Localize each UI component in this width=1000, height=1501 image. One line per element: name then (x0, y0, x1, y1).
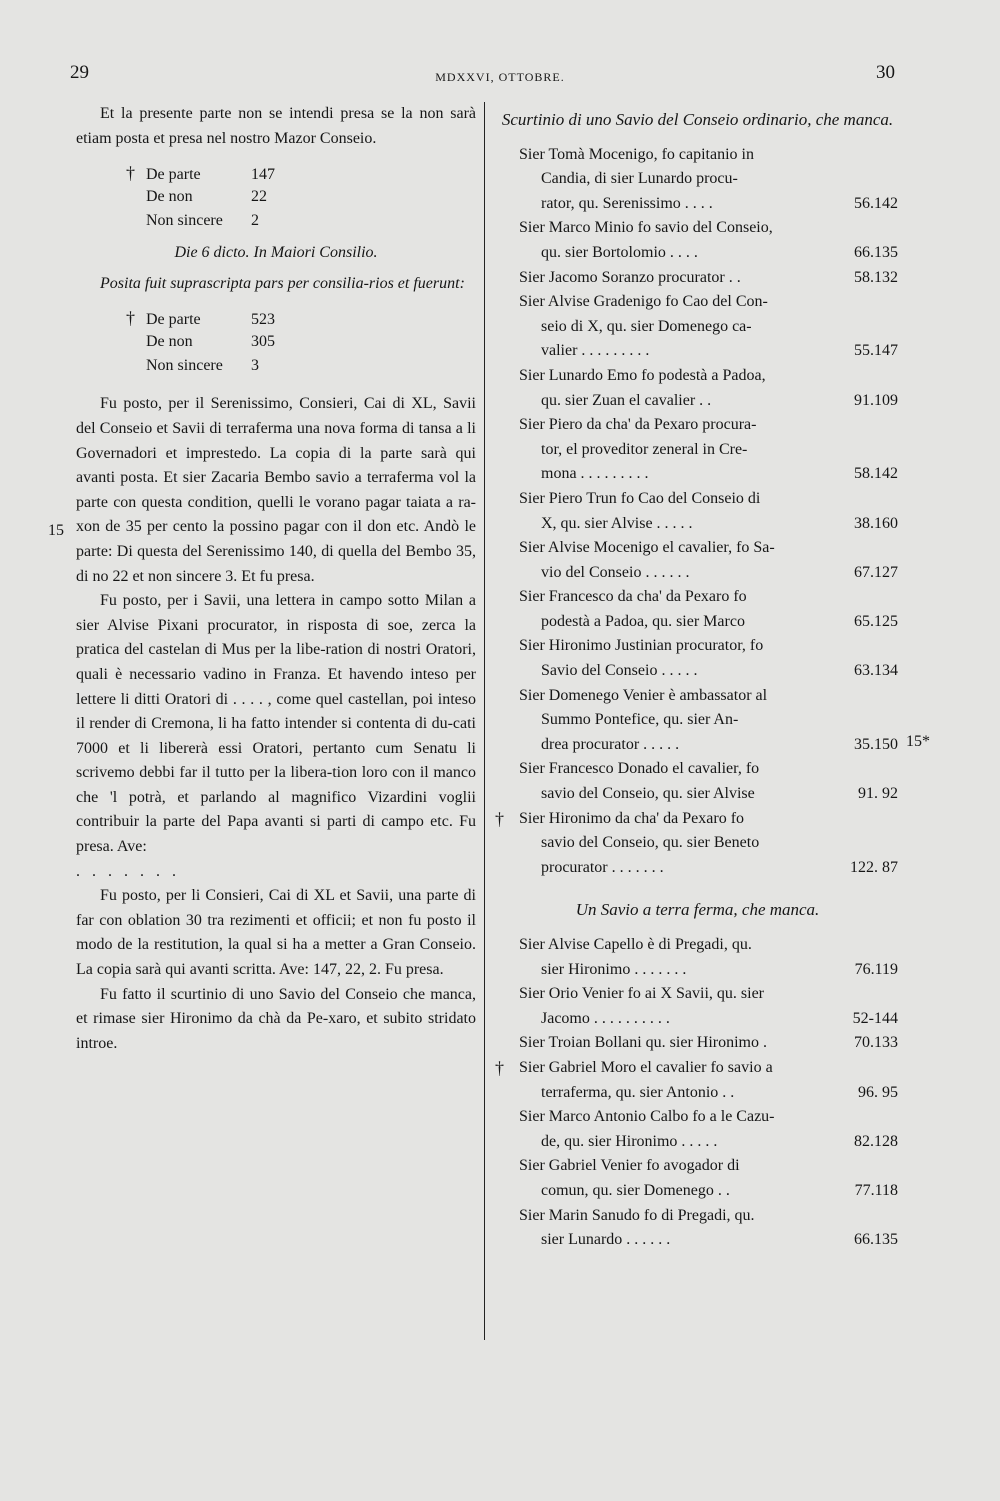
candidate-text: qu. sier Bortolomio . . . . (541, 243, 698, 261)
ballot-entry (495, 290, 900, 364)
candidate-text: sier Lunardo . . . . . . (541, 1231, 671, 1249)
ballot-score: 122. 87 (850, 858, 898, 876)
candidate-text: mona . . . . . . . . . (541, 465, 649, 483)
ballot-list (495, 933, 900, 1253)
vote-row (126, 354, 476, 378)
running-title: MDXXVI, OTTOBRE. (435, 70, 565, 84)
ballot-entry (495, 216, 900, 265)
ballot-score: 38.160 (854, 514, 898, 532)
ballot-entry (495, 1154, 900, 1203)
ballot-score: 91. 92 (858, 785, 898, 803)
candidate-text: Sier Alvise Mocenigo el cavalier, fo Sa- (519, 539, 775, 557)
candidate-text: drea procurator . . . . . (541, 735, 680, 753)
page-number-left: 29 (70, 62, 89, 83)
ballot-score: 35.150 (854, 735, 898, 753)
candidate-text: Savio del Conseio . . . . . (541, 662, 698, 680)
candidate-text: rator, qu. Serenissimo . . . . (541, 194, 713, 212)
ballot-entry (495, 1056, 900, 1105)
candidate-text: comun, qu. sier Domenego . . (541, 1181, 730, 1199)
right-column (495, 102, 900, 1253)
candidate-text: Sier Piero da cha' da Pexaro procura- (519, 416, 757, 434)
ballot-score: 82.128 (854, 1132, 898, 1150)
vote-label: Non sincere (146, 357, 223, 375)
vote-row (126, 185, 476, 209)
ballot-entry (495, 634, 900, 683)
vote-row (126, 161, 476, 185)
vote-count: 147 (251, 166, 275, 184)
candidate-text: podestà a Padoa, qu. sier Marco (541, 612, 745, 630)
candidate-text: Sier Hironimo da cha' da Pexaro fo (519, 809, 745, 827)
vote-tally (126, 306, 476, 378)
candidate-text: vio del Conseio . . . . . . (541, 563, 690, 581)
ballot-score: 66.135 (854, 1231, 898, 1249)
left-column (76, 102, 476, 1056)
vote-count: 22 (251, 188, 267, 206)
candidate-text: X, qu. sier Alvise . . . . . (541, 514, 693, 532)
section-heading: Un Savio a terra ferma, che manca. (575, 900, 820, 920)
paragraph: Fu posto, per li Consieri, Cai di XL et Savii, una parte di far con oblation 30 tra rezimenti et officii; et non fu posto il modo de la restitution, la qual si ha a metter a Gran Conseio. La copia sarà qui avanti scritta. Ave: 147, 22, 2. Fu presa. (76, 887, 476, 979)
ballot-score: 67.127 (854, 563, 898, 581)
candidate-text: Sier Alvise Gradenigo fo Cao del Con- (519, 293, 768, 311)
ballot-entry (495, 585, 900, 634)
candidate-text: Sier Lunardo Emo fo podestà a Padoa, (519, 366, 766, 384)
ballot-score: 91.109 (854, 391, 898, 409)
candidate-text: Sier Marco Antonio Calbo fo a le Cazu- (519, 1108, 775, 1126)
ballot-entry (495, 807, 900, 881)
cross-mark: † (126, 308, 135, 329)
ballot-entry (495, 487, 900, 536)
section-heading: Die 6 dicto. In Maiori Consilio. (174, 244, 378, 262)
ballot-score: 52-144 (852, 1009, 898, 1027)
ballot-score: 65.125 (854, 612, 898, 630)
candidate-text: Sier Hironimo Justinian procurator, fo (519, 637, 764, 655)
ballot-score: 63.134 (854, 662, 898, 680)
candidate-text: Sier Gabriel Venier fo avogador di (519, 1157, 740, 1175)
candidate-text: Sier Gabriel Moro el cavalier fo savio a (519, 1058, 773, 1076)
paragraph: Et la presente parte non se intendi presa se la non sarà etiam posta et presa nel nostro Mazor Conseio. (76, 105, 476, 147)
ballot-list (495, 143, 900, 881)
candidate-text: qu. sier Zuan el cavalier . . (541, 391, 712, 409)
candidate-text: Sier Piero Trun fo Cao del Conseio di (519, 489, 761, 507)
candidate-text: Sier Tomà Mocenigo, fo capitanio in (519, 145, 754, 163)
candidate-text: Candia, di sier Lunardo procu- (541, 170, 738, 188)
page-number-right: 30 (876, 62, 895, 83)
vote-label: De parte (146, 311, 201, 329)
paragraph: Fu fatto il scurtinio di uno Savio del Conseio che manca, et rimase sier Hironimo da chà da Pe-xaro, et subito stridato introe. (76, 985, 476, 1052)
margin-number-right: 15* (906, 733, 930, 750)
ballot-score: 70.133 (854, 1034, 898, 1052)
candidate-text: Jacomo . . . . . . . . . . (541, 1009, 670, 1027)
vote-label: De parte (146, 166, 201, 184)
candidate-text: Sier Francesco da cha' da Pexaro fo (519, 588, 747, 606)
ballot-score: 56.142 (854, 194, 898, 212)
ballot-entry (495, 364, 900, 413)
candidate-text: Sier Troian Bollani qu. sier Hironimo . (519, 1034, 767, 1052)
candidate-text: Sier Francesco Donado el cavalier, fo (519, 760, 760, 778)
vote-row (126, 306, 476, 330)
ballot-entry (495, 1204, 900, 1253)
vote-tally (126, 161, 476, 233)
candidate-text: tor, el proveditor zeneral in Cre- (541, 440, 748, 458)
ballot-score: 58.142 (854, 465, 898, 483)
candidate-text: Sier Marco Minio fo savio del Conseio, (519, 219, 773, 237)
section-heading: Scurtinio di uno Savio del Conseio ordinario, che manca. (501, 110, 894, 129)
candidate-text: seio di X, qu. sier Domenego ca- (541, 317, 752, 335)
ballot-score: 96. 95 (858, 1083, 898, 1101)
ballot-entry (495, 684, 900, 758)
vote-count: 305 (251, 333, 275, 351)
candidate-text: Summo Pontefice, qu. sier An- (541, 711, 739, 729)
candidate-text: procurator . . . . . . . (541, 858, 664, 876)
ballot-entry (495, 1031, 900, 1056)
candidate-text: Sier Orio Venier fo ai X Savii, qu. sier (519, 985, 764, 1003)
ballot-score: 66.135 (854, 243, 898, 261)
ballot-entry (495, 982, 900, 1031)
candidate-text: Sier Alvise Capello è di Pregadi, qu. (519, 936, 752, 953)
vote-label: Non sincere (146, 212, 223, 230)
ballot-entry (495, 536, 900, 585)
cross-mark: † (495, 808, 504, 829)
margin-number-left: 15 (48, 522, 64, 539)
vote-row (126, 330, 476, 354)
ballot-score: 77.118 (854, 1181, 898, 1199)
column-divider (484, 102, 485, 1340)
candidate-text: de, qu. sier Hironimo . . . . . (541, 1132, 718, 1150)
vote-count: 3 (251, 357, 259, 375)
ballot-score: 76.119 (854, 960, 898, 978)
candidate-text: Sier Jacomo Soranzo procurator . . (519, 268, 741, 286)
candidate-text: Sier Domenego Venier è ambassator al (519, 686, 768, 704)
candidate-text: savio del Conseio, qu. sier Beneto (541, 834, 760, 852)
vote-count: 2 (251, 212, 259, 230)
ballot-entry (495, 757, 900, 806)
vote-label: De non (146, 188, 193, 206)
ballot-score: 58.132 (854, 268, 898, 286)
ballot-entry (495, 413, 900, 487)
ballot-entry (495, 266, 900, 291)
ballot-entry (495, 143, 900, 217)
ellipsis-line: . . . . . . . (76, 862, 180, 880)
paragraph: Fu posto, per il Serenissimo, Consieri, Cai di XL, Savii del Conseio et Savii di terraferma una nova forma di tansa a li Governadori et imprestedo. La copia di la parte sarà qui avanti posta. Et sier Zacaria Bembo savio a terraferma vol la parte con questa condition, quelli le vorano pagar taiata a ra-xon de 35 per cento la possino pagar con il don etc. Andò le parte: Di questa del Serenissimo 140, di quella del Bembo 35, di no 22 et non sincere 3. Et fu presa. (76, 395, 476, 585)
vote-row (126, 209, 476, 233)
paragraph: Fu posto, per i Savii, una lettera in campo sotto Milan a sier Alvise Pixani procurator, in risposta di soe, zerca la pratica del castelan di Mus per la libe-ration di nostri Oratori, quali è necessario vadino in Franza. Et havendo inteso per lettere li ditti Oratori di . . . . , come quel castellan, poi inteso il render di Cremona, li ha fatto intender si contenta di du-cati 7000 et li libererà essi Oratori, pertanto cum Senatu li scrivemo debbi far il tutto per la libera-tion loro con il manco che 'l potrà, et parlando al magnifico Vizardini voglii contribuir la parte del Papa avanti si parti di campo etc. Fu presa. Ave: (76, 592, 476, 856)
candidate-text: sier Hironimo . . . . . . . (541, 960, 687, 978)
ballot-score: 55.147 (854, 342, 898, 360)
paragraph: Posita fuit suprascripta pars per consilia-rios et fuerunt: (100, 274, 465, 292)
ballot-entry (495, 933, 900, 982)
candidate-text: valier . . . . . . . . . (541, 342, 650, 360)
candidate-text: savio del Conseio, qu. sier Alvise (541, 785, 755, 803)
cross-mark: † (126, 163, 135, 184)
vote-label: De non (146, 333, 193, 351)
cross-mark: † (495, 1057, 504, 1078)
ballot-entry (495, 1105, 900, 1154)
candidate-text: terraferma, qu. sier Antonio . . (541, 1083, 735, 1101)
candidate-text: Sier Marin Sanudo fo di Pregadi, qu. (519, 1206, 755, 1224)
vote-count: 523 (251, 311, 275, 329)
